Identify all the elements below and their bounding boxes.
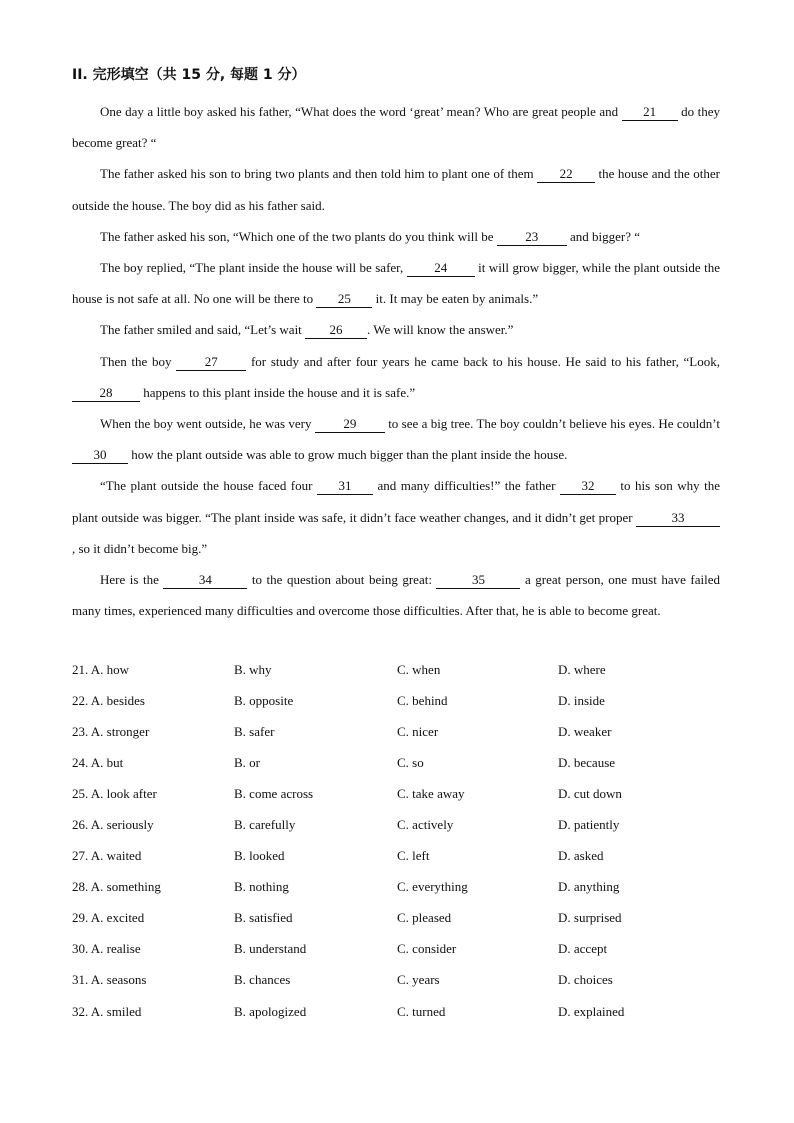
option-b: B. why bbox=[234, 661, 272, 677]
option-a: 31. A. seasons bbox=[72, 972, 147, 988]
option-d: D. asked bbox=[558, 848, 604, 864]
option-b: B. apologized bbox=[234, 1003, 307, 1019]
option-d: D. explained bbox=[558, 1003, 625, 1019]
question-row bbox=[72, 996, 732, 1027]
option-b: B. come across bbox=[234, 785, 314, 801]
option-c: C. left bbox=[397, 848, 430, 864]
option-c: C. so bbox=[397, 754, 424, 770]
blank-28: 28 bbox=[72, 385, 140, 402]
blank-25: 25 bbox=[316, 291, 372, 308]
option-a: 23. A. stronger bbox=[72, 723, 150, 739]
question-row bbox=[72, 778, 732, 809]
blank-30: 30 bbox=[72, 447, 128, 464]
option-c: C. consider bbox=[397, 941, 457, 957]
question-row bbox=[72, 716, 732, 747]
option-b: B. understand bbox=[234, 941, 307, 957]
passage-text: it will grow bigger, while the plant outside the house is not safe at all. No one will be there to bbox=[72, 260, 720, 307]
passage-paragraph-3 bbox=[72, 221, 720, 252]
option-c: C. years bbox=[397, 972, 440, 988]
passage-text: Here is the bbox=[100, 572, 164, 588]
option-c: C. behind bbox=[397, 692, 448, 708]
passage-text: “The plant outside the house faced four bbox=[100, 478, 317, 494]
cloze-passage bbox=[72, 96, 720, 626]
passage-paragraph-4 bbox=[72, 252, 720, 314]
option-b: B. or bbox=[234, 754, 260, 770]
blank-31: 31 bbox=[317, 478, 373, 495]
option-d: D. accept bbox=[558, 941, 608, 957]
passage-text: The boy replied, “The plant inside the house will be safer, bbox=[100, 260, 407, 276]
option-a: 21. A. how bbox=[72, 661, 130, 677]
passage-paragraph-1 bbox=[72, 96, 720, 158]
passage-text: happens to this plant inside the house and it is safe.” bbox=[140, 384, 416, 400]
passage-text: Then the boy bbox=[100, 353, 177, 369]
blank-34: 34 bbox=[163, 572, 247, 589]
option-d: D. inside bbox=[558, 692, 605, 708]
passage-text: One day a little boy asked his father, “What does the word ‘great’ mean? Who are great people and bbox=[100, 104, 622, 119]
option-a: 28. A. something bbox=[72, 879, 161, 895]
option-c: C. pleased bbox=[397, 910, 452, 926]
option-c: C. actively bbox=[397, 817, 454, 833]
option-a: 29. A. excited bbox=[72, 910, 145, 926]
option-b: B. carefully bbox=[234, 817, 296, 833]
blank-29: 29 bbox=[315, 416, 385, 433]
option-b: B. safer bbox=[234, 723, 275, 739]
passage-text: When the boy went outside, he was very bbox=[100, 416, 315, 432]
blank-23: 23 bbox=[497, 229, 567, 246]
blank-22: 22 bbox=[537, 166, 595, 183]
blank-24: 24 bbox=[407, 260, 475, 277]
option-b: B. opposite bbox=[234, 692, 294, 708]
question-row bbox=[72, 747, 732, 778]
passage-text: the house and the other outside the house. The boy did as his father said. bbox=[72, 166, 720, 213]
blank-33: 33 bbox=[636, 510, 720, 527]
option-b: B. looked bbox=[234, 848, 285, 864]
passage-paragraph-6 bbox=[72, 346, 720, 408]
option-d: D. patiently bbox=[558, 817, 620, 833]
section-title: II. 完形填空（共 15 分, 每题 1 分） bbox=[72, 67, 306, 83]
option-a: 30. A. realise bbox=[72, 941, 141, 957]
blank-21: 21 bbox=[622, 104, 678, 121]
option-c: C. turned bbox=[397, 1003, 446, 1019]
passage-text: do they become great? “ bbox=[72, 104, 720, 151]
question-row bbox=[72, 965, 732, 996]
passage-text: to the question about being great: bbox=[247, 572, 437, 588]
option-a: 22. A. besides bbox=[72, 692, 145, 708]
passage-text: and many difficulties!” the father bbox=[372, 478, 560, 494]
passage-paragraph-5 bbox=[72, 314, 720, 345]
option-c: C. take away bbox=[397, 785, 465, 801]
option-c: C. when bbox=[397, 661, 441, 677]
question-row bbox=[72, 934, 732, 965]
passage-text: to see a big tree. The boy couldn’t believe his eyes. He couldn’t bbox=[384, 416, 720, 432]
passage-text: it. It may be eaten by animals.” bbox=[372, 291, 539, 307]
passage-text: a great person, one must have failed many times, experienced many difficulties and overcome those difficulties. After that, he is able to become great. bbox=[72, 572, 720, 619]
question-row bbox=[72, 809, 732, 840]
option-d: D. weaker bbox=[558, 723, 612, 739]
passage-text: . We will know the answer.” bbox=[367, 322, 514, 338]
passage-text: , so it didn’t become big.” bbox=[72, 540, 208, 556]
blank-26: 26 bbox=[305, 322, 367, 339]
option-d: D. surprised bbox=[558, 910, 622, 926]
option-d: D. because bbox=[558, 754, 616, 770]
option-a: 25. A. look after bbox=[72, 785, 157, 801]
option-a: 26. A. seriously bbox=[72, 817, 154, 833]
question-row bbox=[72, 685, 732, 716]
passage-paragraph-9 bbox=[72, 564, 720, 626]
question-row bbox=[72, 872, 732, 903]
option-d: D. anything bbox=[558, 879, 620, 895]
passage-text: The father smiled and said, “Let’s wait bbox=[100, 322, 306, 338]
passage-paragraph-2 bbox=[72, 158, 720, 220]
blank-32: 32 bbox=[560, 478, 616, 495]
option-b: B. chances bbox=[234, 972, 291, 988]
option-a: 24. A. but bbox=[72, 754, 124, 770]
option-a: 27. A. waited bbox=[72, 848, 142, 864]
passage-paragraph-7 bbox=[72, 408, 720, 470]
blank-35: 35 bbox=[436, 572, 520, 589]
option-d: D. where bbox=[558, 661, 606, 677]
passage-text: The father asked his son, “Which one of the two plants do you think will be bbox=[100, 228, 497, 244]
passage-paragraph-8 bbox=[72, 470, 720, 564]
passage-text: to his son why the plant outside was bigger. “The plant inside was safe, it didn’t face weather changes, and it didn’t get proper bbox=[72, 478, 720, 525]
passage-text: The father asked his son to bring two plants and then told him to plant one of them bbox=[100, 166, 538, 182]
question-row bbox=[72, 903, 732, 934]
option-c: C. nicer bbox=[397, 723, 439, 739]
passage-text: for study and after four years he came back to his house. He said to his father, “Look, bbox=[246, 353, 720, 369]
option-b: B. satisfied bbox=[234, 910, 293, 926]
question-row bbox=[72, 654, 732, 685]
passage-text: how the plant outside was able to grow much bigger than the plant inside the house. bbox=[128, 447, 568, 463]
question-row bbox=[72, 841, 732, 872]
option-c: C. everything bbox=[397, 879, 468, 895]
answer-options bbox=[72, 654, 732, 1027]
blank-27: 27 bbox=[176, 354, 246, 371]
passage-text: and bigger? “ bbox=[566, 228, 641, 244]
option-d: D. choices bbox=[558, 972, 613, 988]
option-a: 32. A. smiled bbox=[72, 1003, 142, 1019]
option-b: B. nothing bbox=[234, 879, 289, 895]
option-d: D. cut down bbox=[558, 785, 622, 801]
